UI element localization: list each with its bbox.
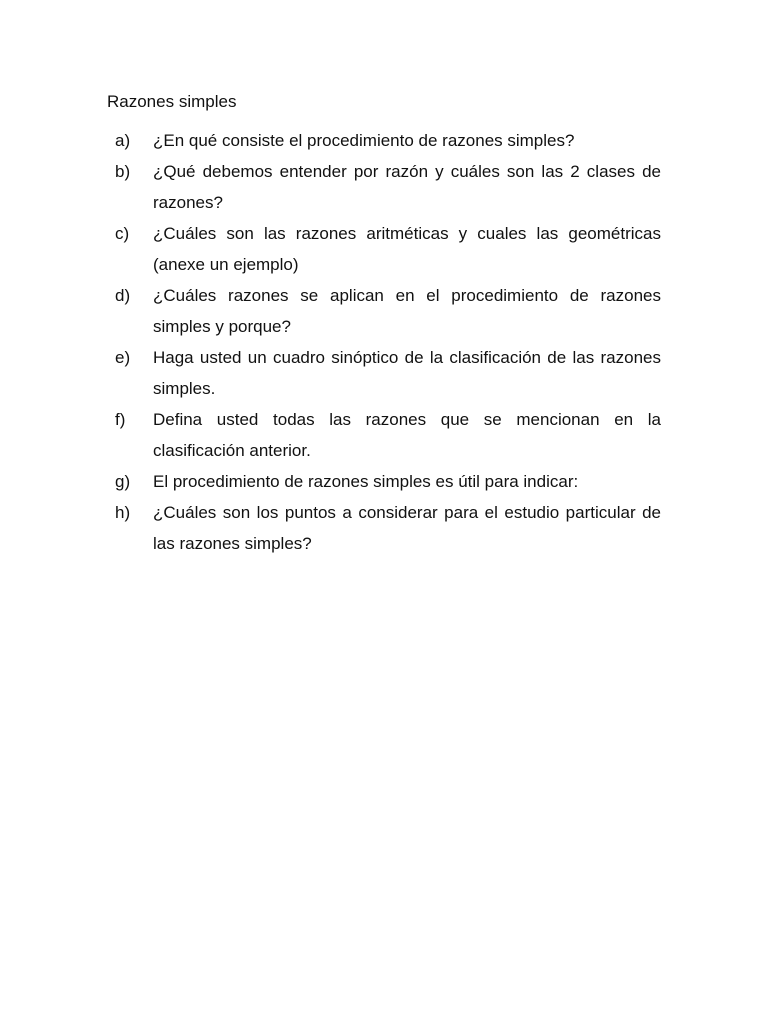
question-marker: b) [115, 162, 131, 181]
question-list [115, 125, 661, 559]
question-marker: h) [115, 503, 131, 522]
question-marker: c) [115, 224, 130, 243]
question-item-g [115, 466, 661, 497]
question-text: ¿Cuáles son los puntos a considerar para el estudio particular de las razones simples? [153, 503, 661, 553]
question-item-h [115, 497, 661, 559]
question-marker: e) [115, 348, 131, 367]
question-text: El procedimiento de razones simples es útil para indicar: [153, 472, 579, 491]
question-text: Haga usted un cuadro sinóptico de la clasificación de las razones simples. [153, 348, 661, 398]
question-text: ¿Cuáles son las razones aritméticas y cuales las geométricas (anexe un ejemplo) [153, 224, 661, 274]
question-item-f [115, 404, 661, 466]
question-marker: a) [115, 131, 131, 150]
question-marker: f) [115, 410, 126, 429]
question-marker: g) [115, 472, 131, 491]
question-text: ¿Cuáles razones se aplican en el procedimiento de razones simples y porque? [153, 286, 661, 336]
question-marker: d) [115, 286, 131, 305]
question-item-b [115, 156, 661, 218]
question-text: ¿Qué debemos entender por razón y cuáles son las 2 clases de razones? [153, 162, 661, 212]
question-item-d [115, 280, 661, 342]
question-text: ¿En qué consiste el procedimiento de razones simples? [153, 131, 575, 150]
question-item-c [115, 218, 661, 280]
question-item-a [115, 125, 661, 156]
document-title: Razones simples [107, 92, 237, 111]
question-text: Defina usted todas las razones que se mencionan en la clasificación anterior. [153, 410, 661, 460]
question-item-e [115, 342, 661, 404]
